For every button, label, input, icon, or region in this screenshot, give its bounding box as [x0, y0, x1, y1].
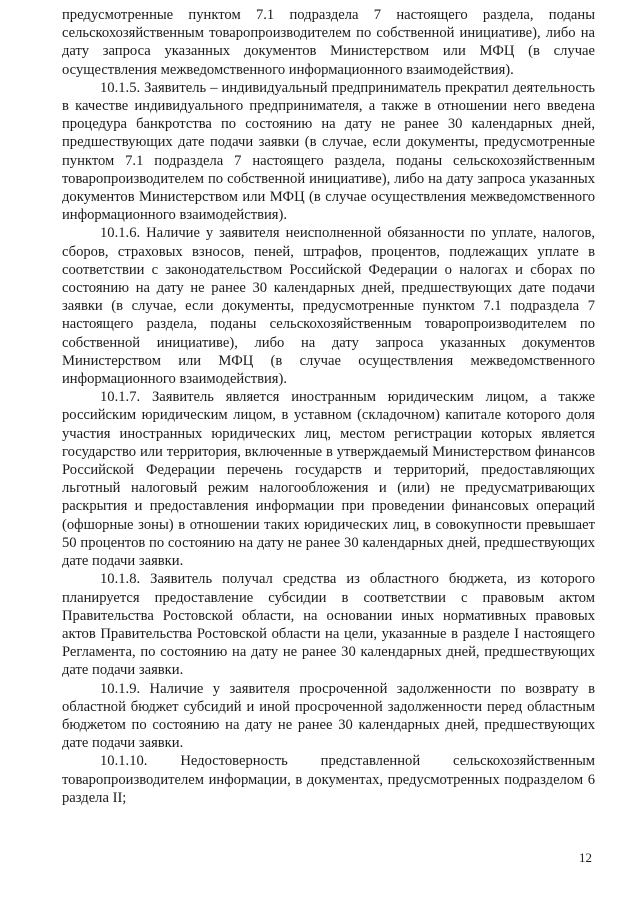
- paragraph-10-1-9: 10.1.9. Наличие у заявителя просроченной задолженности по возврату в областной бюджет субсидий и иной просроченной задолженности перед областным бюджетом по состоянию на дату не ранее 30 календарных дней, предшествующих дате подачи заявки.: [62, 680, 595, 752]
- paragraph-10-1-5: 10.1.5. Заявитель – индивидуальный предприниматель прекратил деятельность в качестве индивидуального предпринимателя, а также в отношении него введена процедура банкротства по состоянию на дату не ранее 30 календарных дней, предшествующих дате подачи заявки (в случае, если документы, предусмотренные пунктом 7.1 подраздела 7 настоящего раздела, поданы сельскохозяйственным товаропроизводителем по собственной инициативе), либо на дату запроса указанных документов Министерством или МФЦ (в случае осуществления межведомственного информационного взаимодействия).: [62, 79, 595, 224]
- paragraph-10-1-6: 10.1.6. Наличие у заявителя неисполненной обязанности по уплате, налогов, сборов, страховых взносов, пеней, штрафов, процентов, подлежащих уплате в соответствии с законодательством Российской Федерации о налогах и сборах по состоянию на дату не ранее 30 календарных дней, предшествующих дате подачи заявки (в случае, если документы, предусмотренные пунктом 7.1 подраздела 7 настоящего раздела, поданы сельскохозяйственным товаропроизводителем по собственной инициативе), либо на дату запроса указанных документов Министерством или МФЦ (в случае осуществления межведомственного информационного взаимодействия).: [62, 225, 595, 388]
- paragraph-10-1-10: 10.1.10. Недостоверность представленной сельскохозяйственным товаропроизводителем информации, в документах, предусмотренных подразделом 6 раздела II;: [62, 753, 595, 806]
- page-number: 12: [579, 850, 592, 865]
- paragraph-continuation: предусмотренные пунктом 7.1 подраздела 7 настоящего раздела, поданы сельскохозяйственным товаропроизводителем по собственной инициативе), либо на дату запроса указанных документов Министерством или МФЦ (в случае осуществления межведомственного информационного взаимодействия).: [62, 7, 595, 78]
- paragraph-10-1-8: 10.1.8. Заявитель получал средства из областного бюджета, из которого планируется предоставление субсидии в соответствии с правовым актом Правительства Ростовской области, на основании иных нормативных правовых актов Правительства Ростовской области на цели, указанные в разделе I настоящего Регламента, по состоянию на дату не ранее 30 календарных дней, предшествующих дате подачи заявки.: [62, 571, 595, 679]
- body-text: [62, 6, 595, 807]
- paragraph-10-1-7: 10.1.7. Заявитель является иностранным юридическим лицом, а также российским юридическим лицом, в уставном (складочном) капитале которого доля участия иностранных юридических лиц, местом регистрации которых является государство или территория, включенные в утверждаемый Министерством финансов Российской Федерации перечень государств и территорий, предоставляющих льготный налоговый режим налогообложения и (или) не предусматривающих раскрытия и предоставления информации при проведении финансовых операций (офшорные зоны) в отношении таких юридических лиц, в совокупности превышает 50 процентов по состоянию на дату не ранее 30 календарных дней, предшествующих дате подачи заявки.: [62, 389, 595, 570]
